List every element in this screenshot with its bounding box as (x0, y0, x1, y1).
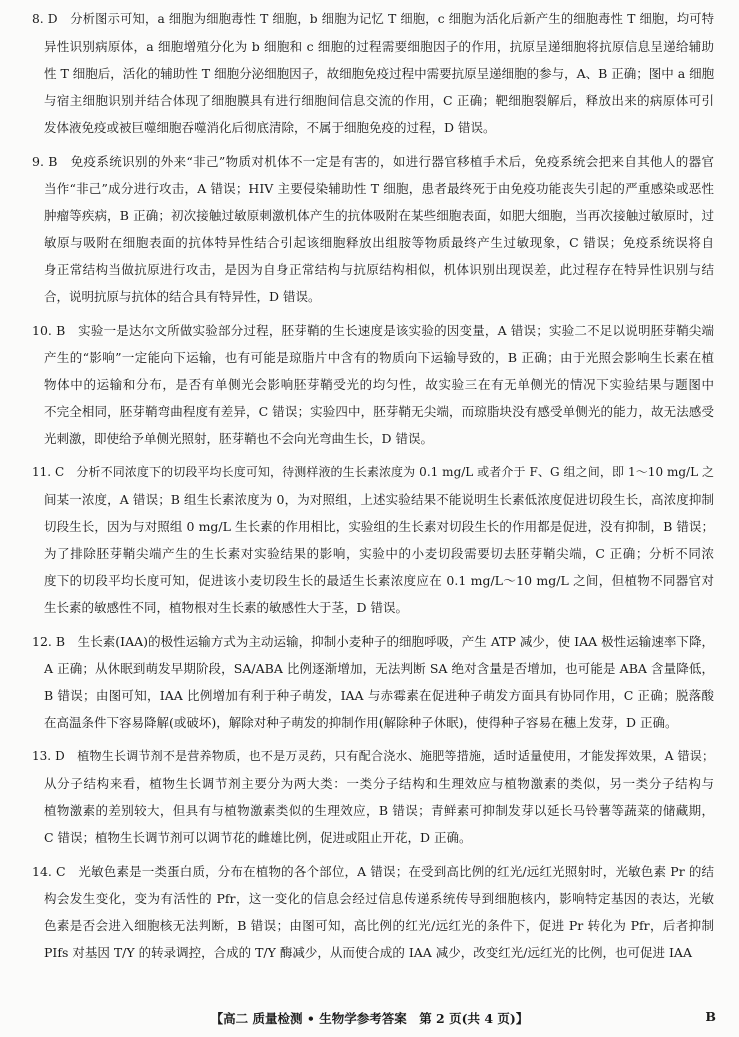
answer-line: 在高温条件下容易降解(或破坏)，解除对种子萌发的抑制作用(解除种子休眠)，使得种子容易在穗上发芽，D 正确。 (44, 715, 678, 730)
answer-line: 异性识别病原体，a 细胞增殖分化为 b 细胞和 c 细胞的过程需要细胞因子的作用，抗原呈递细胞将抗原信息呈递给辅助 (44, 39, 714, 54)
answer-line: 当作“非己”成分进行攻击，A 错误；HIV 主要侵染辅助性 T 细胞，患者最终死于由免疫功能丧失引起的严重感染或恶性 (44, 181, 714, 196)
answer-line: 不完全相同，胚芽鞘弯曲程度有差异，C 错误；实验四中，胚芽鞘无尖端，而琼脂块没有感受单侧光的能力，故无法感受 (44, 404, 714, 419)
answer-line: 植物激素的差别较大，但具有与植物激素类似的生理效应，B 错误；青鲜素可抑制发芽以延长马铃薯等蔬菜的储藏期， (44, 803, 714, 818)
answer-content (32, 6, 714, 973)
answer-line: 色素是否会进入细胞核无法判断，B 错误；由图可知，高比例的红光/远红光的条件下，促进 Pr 转化为 Pfr，后者抑制 (44, 918, 714, 933)
answer-line: B 错误；由图可知，IAA 比例增加有利于种子萌发，IAA 与赤霉素在促进种子萌发方面具有协同作用，C 正确；脱落酸 (44, 688, 714, 703)
answer-first-line: 13. D 植物生长调节剂不是营养物质，也不是万灵药，只有配合浇水、施肥等措施，适时适量使用，才能发挥效果，A 错误； (32, 749, 714, 763)
answer-line: 度下的切段平均长度可知，促进该小麦切段生长的最适生长素浓度应在 0.1 mg/L～10 mg/L 之间，但植物不同器官对 (44, 573, 714, 588)
answer-item (32, 628, 714, 736)
answer-line: 构会发生变化，变为有活性的 Pfr，这一变化的信息会经过信息传递系统传导到细胞核内，影响特定基因的表达，光敏 (44, 891, 714, 906)
answer-first-line: 9. B 免疫系统识别的外来“非己”物质对机体不一定是有害的，如进行器官移植手术后，免疫系统会把来自其他人的器官 (32, 154, 714, 169)
answer-line: 产生的“影响”一定能向下运输，也有可能是琼脂片中含有的物质向下运输导致的，B 正确；由于光照会影响生长素在植 (44, 350, 714, 365)
answer-line: 为了排除胚芽鞘尖端产生的生长素对实验结果的影响，实验中的小麦切段需要切去胚芽鞘尖端，C 正确；分析不同浓 (44, 546, 714, 561)
answer-line: 从分子结构来看，植物生长调节剂主要分为两大类：一类分子结构和生理效应与植物激素的类似，另一类分子结构与 (44, 776, 714, 791)
answer-line: C 错误；植物生长调节剂可以调节花的雌雄比例，促进或阻止开花，D 正确。 (44, 830, 472, 845)
answer-line: 敏原与吸附在细胞表面的抗体特异性结合引起该细胞释放出组胺等物质最终产生过敏现象，C 错误；免疫系统误将自 (44, 235, 714, 250)
answer-line: 性 T 细胞后，活化的辅助性 T 细胞分泌细胞因子，故细胞免疫过程中需要抗原呈递细胞的参与，A、B 正确；图中 a 细胞 (44, 66, 714, 81)
answer-item (32, 459, 714, 621)
page-footer: 【高二 质量检测 • 生物学参考答案 第 2 页(共 4 页)】 (210, 1011, 529, 1026)
answer-line: 肿瘤等疾病，B 正确；初次接触过敏原刺激机体产生的抗体吸附在某些细胞表面，如肥大细胞，当再次接触过敏原时，过 (44, 208, 714, 223)
answer-first-line: 14. C 光敏色素是一类蛋白质，分布在植物的各个部位，A 错误；在受到高比例的红光/远红光照射时，光敏色素 Pr 的结 (32, 864, 714, 879)
answer-line: 与宿主细胞识别并结合体现了细胞膜具有进行细胞间信息交流的作用，C 正确；靶细胞裂解后，释放出来的病原体可引 (44, 93, 714, 108)
answer-line: 合，说明抗原与抗体的结合具有特异性，D 错误。 (44, 289, 321, 304)
answer-line: 身正常结构当做抗原进行攻击，是因为自身正常结构与抗原结构相似，机体识别出现误差，此过程存在特异性识别与结 (44, 262, 714, 277)
answer-line: 发体液免疫或被巨噬细胞吞噬消化后彻底清除，不属于细胞免疫的过程，D 错误。 (44, 120, 496, 135)
answer-first-line: 12. B 生长素(IAA)的极性运输方式为主动运输，抑制小麦种子的细胞呼吸，产生 ATP 减少，使 IAA 极性运输速率下降， (32, 634, 714, 649)
answer-line: PIfs 对基因 T/Y 的转录调控，合成的 T/Y 酶减少，从而使合成的 IAA 减少，改变红光/远红光的比例，也可促进 IAA (44, 945, 692, 960)
paper-version: B (705, 1009, 716, 1024)
answer-item (32, 743, 714, 851)
answer-item (32, 317, 714, 452)
answer-line: A 正确；从休眠到萌发早期阶段，SA/ABA 比例逐渐增加，无法判断 SA 绝对含量是否增加，也可能是 ABA 含量降低， (44, 661, 714, 676)
answer-item (32, 148, 714, 310)
answer-first-line: 11. C 分析不同浓度下的切段平均长度可知，待测样液的生长素浓度为 0.1 mg/L 或者介于 F、G 组之间，即 1～10 mg/L 之 (32, 465, 714, 479)
answer-line: 光刺激，即使给予单侧光照射，胚芽鞘也不会向光弯曲生长，D 错误。 (44, 431, 433, 446)
answer-line: 物体中的运输和分布，是否有单侧光会影响胚芽鞘受光的均匀性，故实验三在有无单侧光的情况下实验结果与题图中 (44, 377, 714, 392)
answer-line: 切段生长，因为与对照组 0 mg/L 生长素的作用相比，实验组的生长素对切段生长的作用都是促进，没有抑制，B 错误； (44, 519, 714, 534)
answer-item (32, 6, 714, 141)
answer-line: 生长素的敏感性不同，植物根对生长素的敏感性大于茎，D 错误。 (44, 600, 408, 615)
answer-first-line: 8. D 分析图示可知，a 细胞为细胞毒性 T 细胞，b 细胞为记忆 T 细胞，c 细胞为活化后新产生的细胞毒性 T 细胞，均可特 (32, 12, 714, 26)
answer-first-line: 10. B 实验一是达尔文所做实验部分过程，胚芽鞘的生长速度是该实验的因变量，A 错误；实验二不足以说明胚芽鞘尖端 (32, 323, 714, 338)
answer-line: 间某一浓度，A 错误；B 组生长素浓度为 0，为对照组，上述实验结果不能说明生长素低浓度促进切段生长，高浓度抑制 (44, 492, 714, 507)
answer-item (32, 858, 714, 966)
